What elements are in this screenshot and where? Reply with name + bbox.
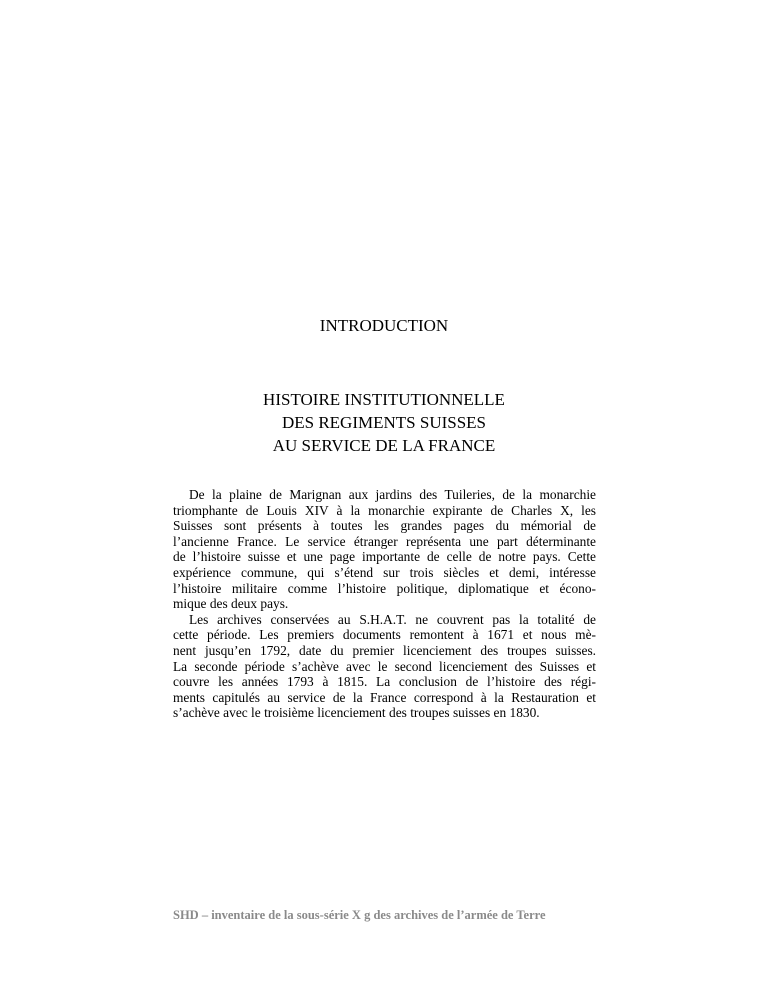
text-line: La seconde période s’achève avec le second licenciement des Suisses et [173,658,596,674]
text-line: cette période. Les premiers documents remontent à 1671 et nous mè- [173,627,596,643]
title-line: HISTOIRE INSTITUTIONNELLE [263,390,505,409]
text-line: expérience commune, qui s’étend sur trois siècles et demi, intéresse [173,564,596,580]
text-line: mique des deux pays. [173,596,289,612]
title-line: DES REGIMENTS SUISSES [281,413,487,432]
text-line: de l’histoire suisse et une page importante de celle de notre pays. Cette [173,549,596,565]
text-line: nent jusqu’en 1792, date du premier licenciement des troupes suisses. [173,642,596,658]
page-footer: SHD – inventaire de la sous-série X g des archives de l’armée de Terre [173,908,546,922]
introduction-heading: INTRODUCTION [319,316,449,335]
text-line: ments capitulés au service de la France correspond à la Restauration et [173,689,596,705]
text-line: Suisses sont présents à toutes les grandes pages du mémorial de [173,518,596,534]
paragraph-1 [173,487,596,612]
body-text [173,487,596,721]
text-line: l’histoire militaire comme l’histoire politique, diplomatique et écono- [173,580,596,596]
text-line: Les archives conservées au S.H.A.T. ne couvrent pas la totalité de [189,611,596,627]
text-line: l’ancienne France. Le service étranger représenta une part déterminante [173,533,596,549]
title-line: AU SERVICE DE LA FRANCE [272,436,496,455]
text-line: De la plaine de Marignan aux jardins des Tuileries, de la monarchie [189,487,596,502]
text-line: triomphante de Louis XIV à la monarchie expirante de Charles X, les [173,502,596,518]
document-title [0,388,768,457]
text-line: couvre les années 1793 à 1815. La conclusion de l’histoire des régi- [173,674,596,690]
paragraph-2 [173,612,596,721]
text-line: s’achève avec le troisième licenciement des troupes suisses en 1830. [173,705,540,721]
